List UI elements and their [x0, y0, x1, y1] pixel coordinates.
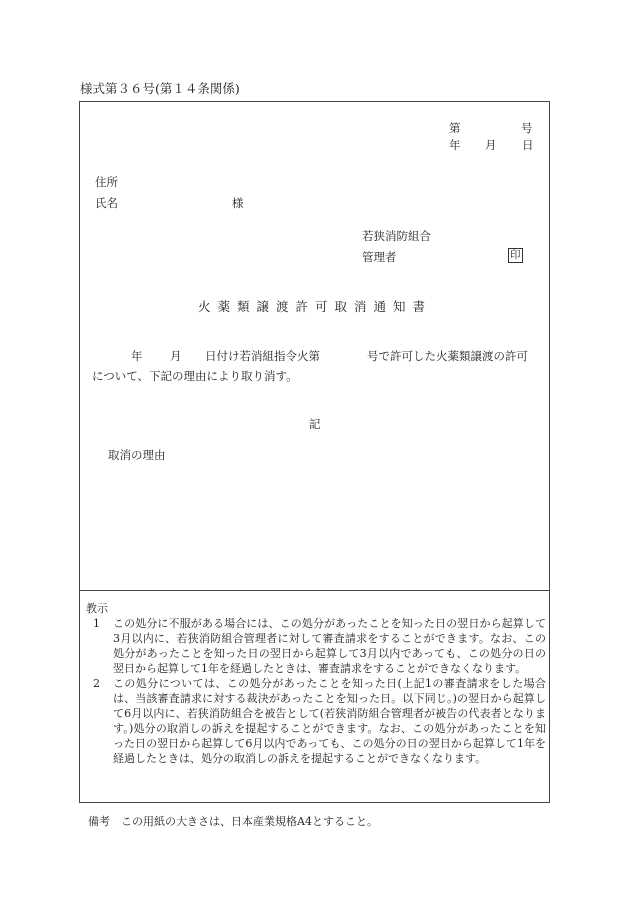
name-label: 氏名: [95, 196, 118, 210]
issuer-organization: 若狭消防組合: [362, 229, 431, 243]
notice-item: [93, 616, 546, 676]
remark-note: 備考 この用紙の大きさは、日本産業規格A4とすること。: [88, 815, 378, 828]
document-title: 火薬類譲渡許可取消通知書: [197, 299, 432, 314]
notice-item-number: 1: [93, 617, 100, 630]
body-month: 月: [170, 349, 182, 363]
section-divider: [80, 590, 549, 591]
issuer-title: 管理者: [362, 250, 397, 264]
notice-item: [93, 676, 546, 766]
seal-mark: [508, 247, 523, 263]
date-day: 日: [522, 138, 534, 152]
number-suffix: 号: [521, 121, 533, 135]
reason-label: 取消の理由: [108, 448, 166, 462]
body-date-prefix: 日付け若消組指令火第: [205, 349, 320, 363]
seal-label: 印: [510, 249, 521, 261]
notice-item-number: 2: [93, 677, 100, 690]
date-month: 月: [485, 138, 497, 152]
body-line-2: について、下記の理由により取り消す。: [92, 369, 298, 383]
notice-heading: 教示: [86, 602, 108, 615]
number-prefix: 第: [449, 121, 461, 135]
form-number-label: 様式第３６号(第１４条関係): [80, 81, 240, 96]
notice-item-text: この処分に不服がある場合には、この処分があったことを知った日の翌日から起算して3月以内に、若狭消防組合管理者に対して審査請求をすることができます。なお、この処分があったことを知った日の翌日から起算して3月以内であっても、この処分の日の翌日から起算して1年を経過したときは、審査請求をすることができなくなります。: [113, 617, 546, 675]
ki-label: 記: [309, 417, 321, 431]
notice-section: [86, 601, 546, 766]
honorific: 様: [232, 196, 244, 210]
date-year: 年: [449, 138, 461, 152]
notice-item-text: この処分については、この処分があったことを知った日(上記1の審査請求をした場合は、当該審査請求に対する裁決があったことを知った日。以下同じ。)の翌日から起算して6月以内に、若狭消防組合を被告として(若狭消防組合管理者が被告の代表者となります。)処分の取消しの訴えを提起することができます。なお、この処分があったことを知った日の翌日から起算して6月以内であっても、この処分の日の翌日から起算して1年を経過したときは、処分の取消しの訴えを提起することができなくなります。: [113, 677, 546, 765]
body-year: 年: [131, 349, 143, 363]
address-label: 住所: [95, 175, 118, 189]
body-number-suffix: 号で許可した火薬類譲渡の許可: [367, 349, 528, 363]
